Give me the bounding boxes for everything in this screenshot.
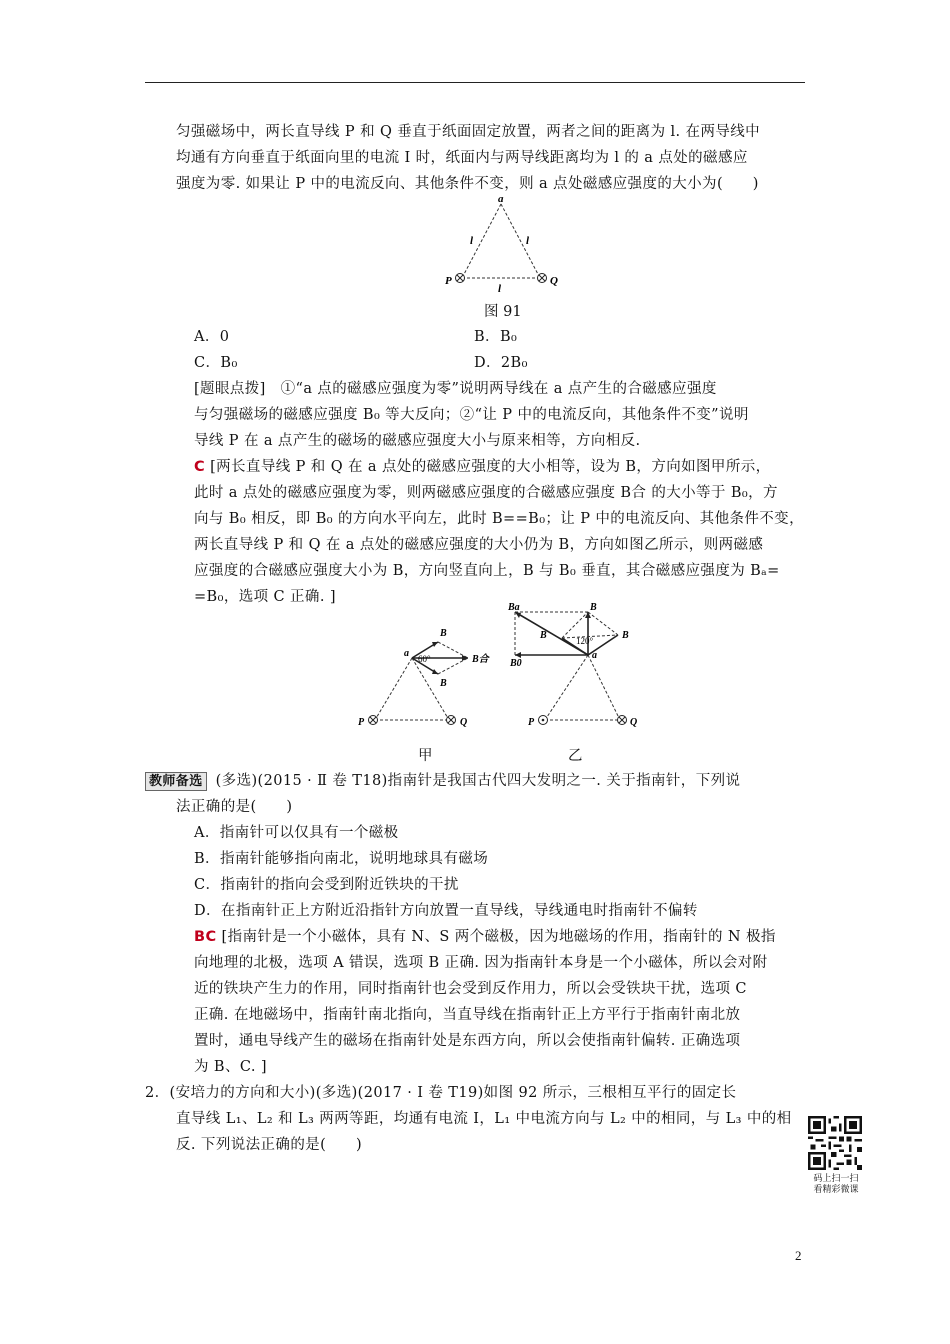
diagram-yi-caption: 乙 [568, 748, 583, 764]
yi-label-p: P [528, 717, 535, 728]
diagram-yi [500, 600, 650, 740]
teacher-line-2: 法正确的是( ) [176, 799, 293, 815]
teacher-option-b: B．指南针能够指向南北，说明地球具有磁场 [194, 851, 489, 867]
jia-label-bhe: B合 [472, 654, 489, 665]
teacher-answer-line-4: 正确. 在地磁场中，指南针南北指向，当直导线在指南针正上方平行于指南针南北放 [194, 1007, 741, 1023]
teacher-answer-line-6: 为 B、C. ] [194, 1059, 267, 1075]
teacher-answer-line-1 [194, 924, 776, 950]
q1-answer-line-2: 此时 a 点处的磁感应强度为零，则两磁感应强度的合磁感应强度 B合 的大小等于 B₀，方 [194, 485, 778, 501]
q2-line-3: 反. 下列说法正确的是( ) [176, 1137, 363, 1153]
fig91-label-a: a [498, 193, 504, 205]
q1-option-a: A．0 [194, 329, 230, 345]
q1-answer-key: C [194, 459, 206, 475]
qr-caption [800, 1174, 872, 1196]
figure-91 [440, 192, 570, 297]
header-rule [145, 82, 805, 83]
teacher-answer-text-1: [指南针是一个小磁体，具有 N、S 两个磁极，因为地磁场的作用，指南针的 N 极指 [221, 929, 776, 945]
q1-line-3: 强度为零. 如果让 P 中的电流反向、其他条件不变，则 a 点处磁感应强度的大小为( ) [176, 176, 759, 192]
jia-label-b-bottom: B [440, 678, 447, 689]
yi-label-b-top: B [590, 602, 597, 613]
figure-91-caption: 图 91 [484, 304, 522, 320]
teacher-stem-1: (多选)(2015 · Ⅱ 卷 T18)指南针是我国古代四大发明之一. 关于指南针，下列说 [215, 773, 741, 789]
yi-label-a: a [592, 650, 597, 661]
jia-label-b-top: B [440, 628, 447, 639]
q1-answer-line-5: 应强度的合磁感应强度大小为 B，方向竖直向上，B 与 B₀ 垂直，其合磁感应强度为 Bₐ= [194, 563, 780, 579]
teacher-tag: 教师备选 [145, 772, 207, 791]
qr-caption-line-2: 看精彩微课 [813, 1185, 859, 1195]
q1-hint-line-3: 导线 P 在 a 点产生的磁场的磁感应强度大小与原来相等，方向相反. [194, 433, 641, 449]
jia-label-a: a [404, 648, 409, 659]
fig91-label-l-left: l [470, 235, 474, 247]
teacher-line-1 [145, 768, 740, 794]
fig91-label-l-right: l [526, 235, 530, 247]
jia-label-angle: 60° [418, 654, 431, 664]
wire-p-icon [456, 274, 465, 283]
q1-option-b: B．B₀ [474, 329, 518, 345]
q1-answer-line-1 [194, 454, 771, 480]
page-number: 2 [795, 1248, 802, 1263]
q2-line-1: 2．(安培力的方向和大小)(多选)(2017 · Ⅰ 卷 T19)如图 92 所示，三根相互平行的固定长 [145, 1085, 737, 1101]
q1-hint-line-1: [题眼点拨] ①“a 点的磁感应强度为零”说明两导线在 a 点产生的合磁感应强度 [194, 381, 717, 397]
teacher-option-d: D．在指南针正上方附近沿指针方向放置一直导线，导线通电时指南针不偏转 [194, 903, 698, 919]
yi-label-ba: Ba [508, 602, 520, 613]
teacher-answer-line-3: 近的铁块产生力的作用，同时指南针也会受到反作用力，所以会受铁块干扰，选项 C [194, 981, 747, 997]
teacher-option-a: A．指南针可以仅具有一个磁极 [194, 825, 399, 841]
fig91-label-q: Q [550, 275, 558, 287]
yi-wire-p-icon [539, 716, 548, 725]
q1-answer-line-3: 向与 B₀ 相反，即 B₀ 的方向水平向左，此时 B==B₀；让 P 中的电流反向、其他条件不变， [194, 511, 804, 527]
qr-caption-line-1: 码上扫一扫 [813, 1174, 859, 1184]
q1-answer-text-1: [两长直导线 P 和 Q 在 a 点处的磁感应强度的大小相等，设为 B，方向如图甲所示， [210, 459, 771, 475]
wire-q-icon [538, 274, 547, 283]
q1-answer-line-4: 两长直导线 P 和 Q 在 a 点处的磁感应强度的大小仍为 B，方向如图乙所示，则两磁感 [194, 537, 764, 553]
jia-label-p: P [358, 717, 365, 728]
jia-wire-q-icon [447, 716, 456, 725]
q1-line-1: 匀强磁场中，两长直导线 P 和 Q 垂直于纸面固定放置，两者之间的距离为 l. 在两导线中 [176, 124, 761, 140]
fig91-label-p: P [445, 275, 452, 287]
yi-wire-q-icon [618, 716, 627, 725]
fig91-label-l-bottom: l [498, 283, 502, 295]
q1-answer-line-6: =B₀，选项 C 正确. ] [194, 589, 336, 605]
teacher-option-c: C．指南针的指向会受到附近铁块的干扰 [194, 877, 459, 893]
teacher-answer-key: BC [194, 929, 217, 945]
yi-label-b0: B0 [510, 658, 522, 669]
yi-label-angle: 120° [576, 636, 594, 646]
yi-label-q: Q [630, 717, 638, 728]
q1-line-2: 均通有方向垂直于纸面向里的电流 I 时，纸面内与两导线距离均为 l 的 a 点处的磁感应 [176, 150, 748, 166]
q1-option-c: C．B₀ [194, 355, 238, 371]
q1-option-d: D．2B₀ [474, 355, 528, 371]
teacher-answer-line-2: 向地理的北极，选项 A 错误，选项 B 正确. 因为指南针本身是一个小磁体，所以会对附 [194, 955, 768, 971]
jia-wire-p-icon [369, 716, 378, 725]
diagram-jia [350, 610, 500, 740]
diagram-jia-caption: 甲 [418, 748, 433, 764]
jia-label-q: Q [460, 717, 468, 728]
q2-line-2: 直导线 L₁、L₂ 和 L₃ 两两等距，均通有电流 I，L₁ 中电流方向与 L₂ 中的相同，与 L₃ 中的相 [176, 1111, 792, 1127]
q1-hint-line-2: 与匀强磁场的磁感应强度 B₀ 等大反向；②“让 P 中的电流反向，其他条件不变”说明 [194, 407, 749, 423]
qr-code-icon[interactable] [808, 1116, 862, 1170]
yi-label-b-right: B [622, 630, 629, 641]
teacher-answer-line-5: 置时，通电导线产生的磁场在指南针处是东西方向，所以会使指南针偏转. 正确选项 [194, 1033, 741, 1049]
yi-label-b-left: B [540, 630, 547, 641]
